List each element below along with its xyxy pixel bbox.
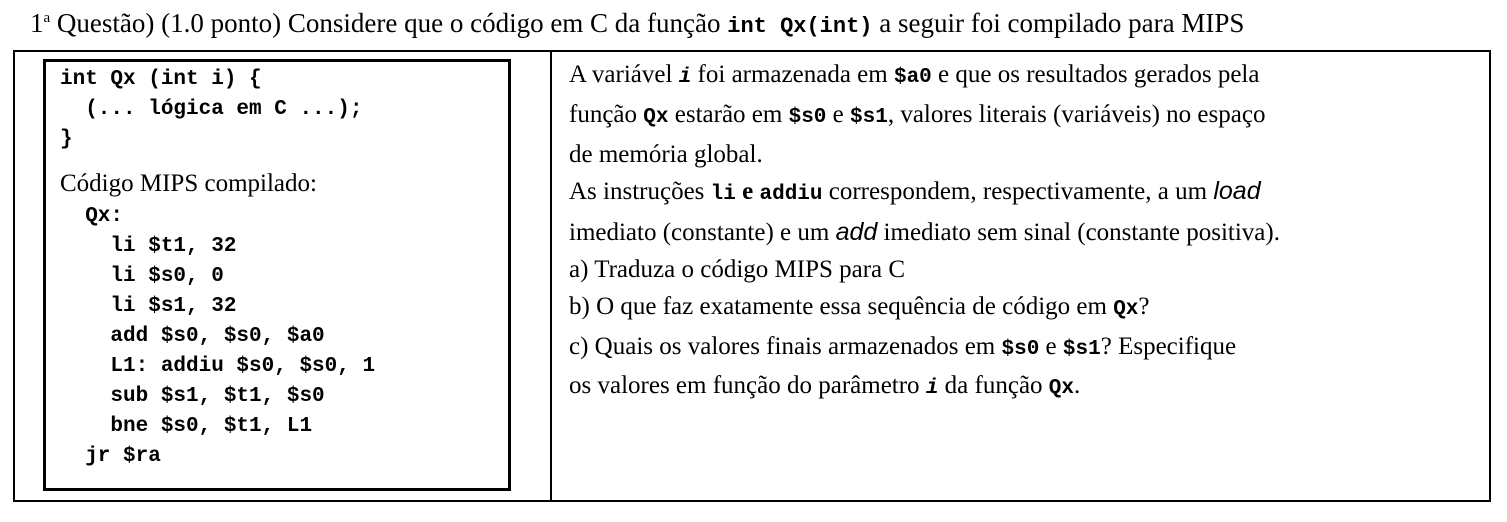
text-line-2: função Qx estarão em $s0 e $s1, valores literais (variáveis) no espaço [569,100,1266,129]
question-text [569,57,1474,408]
text-line-4: As instruções li e addiu correspondem, respectivamente, a um load [569,177,1261,207]
text-line-1: A variável i foi armazenada em $a0 e que os resultados gerados pela [569,61,1260,89]
question-c-cont: os valores em função do parâmetro i da função Qx. [569,372,1081,401]
mips-label: Código MIPS compilado: [60,170,317,197]
column-divider [550,52,552,500]
mips-code: Qx: li $t1, 32 li $s0, 0 li $s1, 32 add $s0, $s0, $a0 L1: addiu $s0, $s0, 1 sub $s1, $t1, $s0 bne $s0, $t1, L1 jr $ra [60,205,376,468]
function-signature: int Qx(int) [727,14,873,39]
text-line-5: imediato (constante) e um add imediato sem sinal (constante positiva). [569,218,1280,247]
text-line-3: de memória global. [569,140,763,168]
question-a: a) Traduza o código MIPS para C [569,255,906,283]
question-b: b) O que faz exatamente essa sequência de código em Qx? [569,292,1150,321]
question-title: 1$^a$ Questão) (1.0 ponto) Considere que o código em C da função int Qx(int) a seguir foi compilado para MIPS [30,8,1245,39]
c-code: int Qx (int i) { (... lógica em C ...); } [60,68,363,151]
question-c: c) Quais os valores finais armazenados em $s0 e $s1? Especifique [569,332,1237,361]
question-table [13,50,1491,502]
code-box [43,59,511,491]
